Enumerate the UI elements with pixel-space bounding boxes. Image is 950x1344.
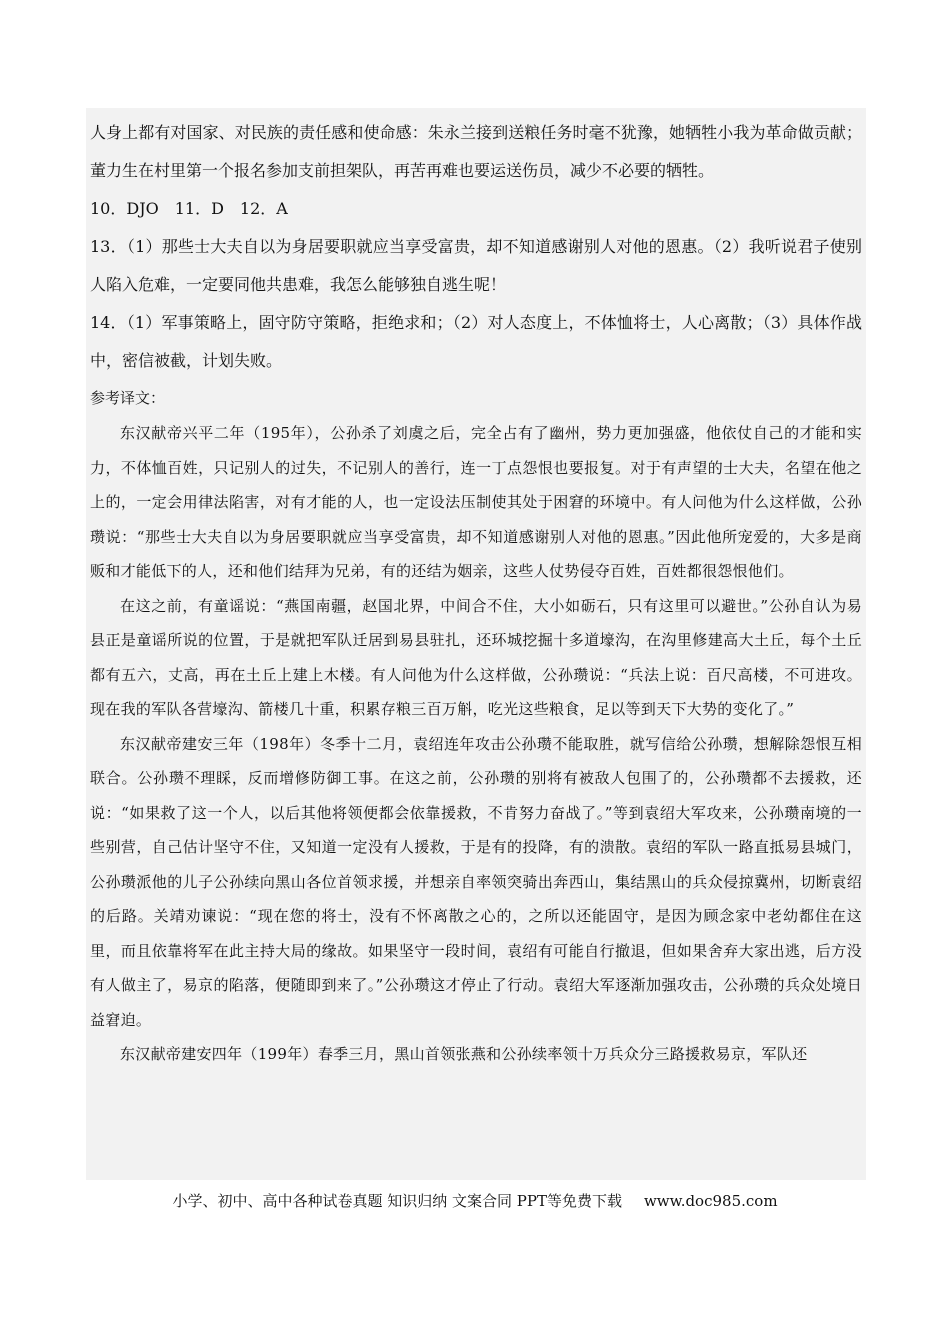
answer-9-continuation: 人身上都有对国家、对民族的责任感和使命感：朱永兰接到送粮任务时毫不犹豫，她牺牲小我为革命做贡献；董力生在村里第一个报名参加支前担架队，再苦再难也要运送伤员，减少不必要的牺牲。 bbox=[90, 123, 862, 180]
translation-paragraph-2: 在这之前，有童谣说：“燕国南疆，赵国北界，中间合不住，大小如砺石，只有这里可以避世。”公孙自认为易县正是童谣所说的位置，于是就把军队迁居到易县驻扎，还环城挖掘十多道壕沟，在沟里修建高大土丘，每个土丘都有五六，丈高，再在土丘上建上木楼。有人问他为什么这样做，公孙瓒说：“兵法上说：百尺高楼，不可进攻。现在我的军队各营壕沟、箭楼几十重，积累存粮三百万斛，吃光这些粮食，足以等到天下大势的变化了。” bbox=[90, 596, 862, 718]
footer-url[interactable]: www.doc985.com bbox=[643, 1192, 778, 1210]
translation-paragraph-4: 东汉献帝建安四年（199年）春季三月，黑山首领张燕和公孙续率领十万兵众分三路援救易京，军队还 bbox=[120, 1045, 808, 1063]
answer-14: 14．（1）军事策略上，固守防守策略，拒绝求和；（2）对人态度上，不体恤将士，人心离散；（3）具体作战中，密信被截，计划失败。 bbox=[90, 313, 862, 370]
answer-13: 13．（1）那些士大夫自以为身居要职就应当享受富贵，却不知道感谢别人对他的恩惠。（2）我听说君子使别人陷入危难，一定要同他共患难，我怎么能够独自逃生呢！ bbox=[90, 237, 862, 294]
page-footer bbox=[0, 1190, 950, 1212]
translation-paragraph-1: 东汉献帝兴平二年（195年），公孙杀了刘虞之后，完全占有了幽州，势力更加强盛，他依仗自己的才能和实力，不体恤百姓，只记别人的过失，不记别人的善行，连一丁点怨恨也要报复。对于有声望的士大夫，名望在他之上的，一定会用律法陷害，对有才能的人，也一定设法压制使其处于困窘的环境中。有人问他为什么这样做，公孙瓒说：“那些士大夫自以为身居要职就应当享受富贵，却不知道感谢别人对他的恩惠。”因此他所宠爱的，大多是商贩和才能低下的人，还和他们结拜为兄弟，有的还结为姻亲，这些人仗势侵夺百姓，百姓都很怨恨他们。 bbox=[90, 424, 862, 580]
footer-text: 小学、初中、高中各种试卷真题 知识归纳 文案合同 PPT等免费下载 bbox=[172, 1192, 622, 1210]
translation-paragraph-3: 东汉献帝建安三年（198年）冬季十二月，袁绍连年攻击公孙瓒不能取胜，就写信给公孙瓒，想解除怨恨互相联合。公孙瓒不理睬，反而增修防御工事。在这之前，公孙瓒的别将有被敌人包围了的，公孙瓒都不去援救，还说：“如果救了这一个人，以后其他将领便都会依靠援救，不肯努力奋战了。”等到袁绍大军攻来，公孙瓒南境的一些别营，自己估计坚守不住，又知道一定没有人援救，于是有的投降，有的溃散。袁绍的军队一路直抵易县城门，公孙瓒派他的儿子公孙续向黑山各位首领求援，并想亲自率领突骑出奔西山，集结黑山的兵众侵掠冀州，切断袁绍的后路。关靖劝谏说：“现在您的将士，没有不怀离散之心的，之所以还能固守，是因为顾念家中老幼都住在这里，而且依靠将军在此主持大局的缘故。如果坚守一段时间，袁绍有可能自行撤退，但如果舍弃大家出逃，后方没有人做主了，易京的陷落，便随即到来了。”公孙瓒这才停止了行动。袁绍大军逐渐加强攻击，公孙瓒的兵众处境日益窘迫。 bbox=[90, 734, 862, 1029]
answers-10-12: 10．DJO 11．D 12．A bbox=[90, 199, 288, 218]
document-body bbox=[86, 108, 866, 1180]
translation-label: 参考译文： bbox=[90, 389, 166, 407]
